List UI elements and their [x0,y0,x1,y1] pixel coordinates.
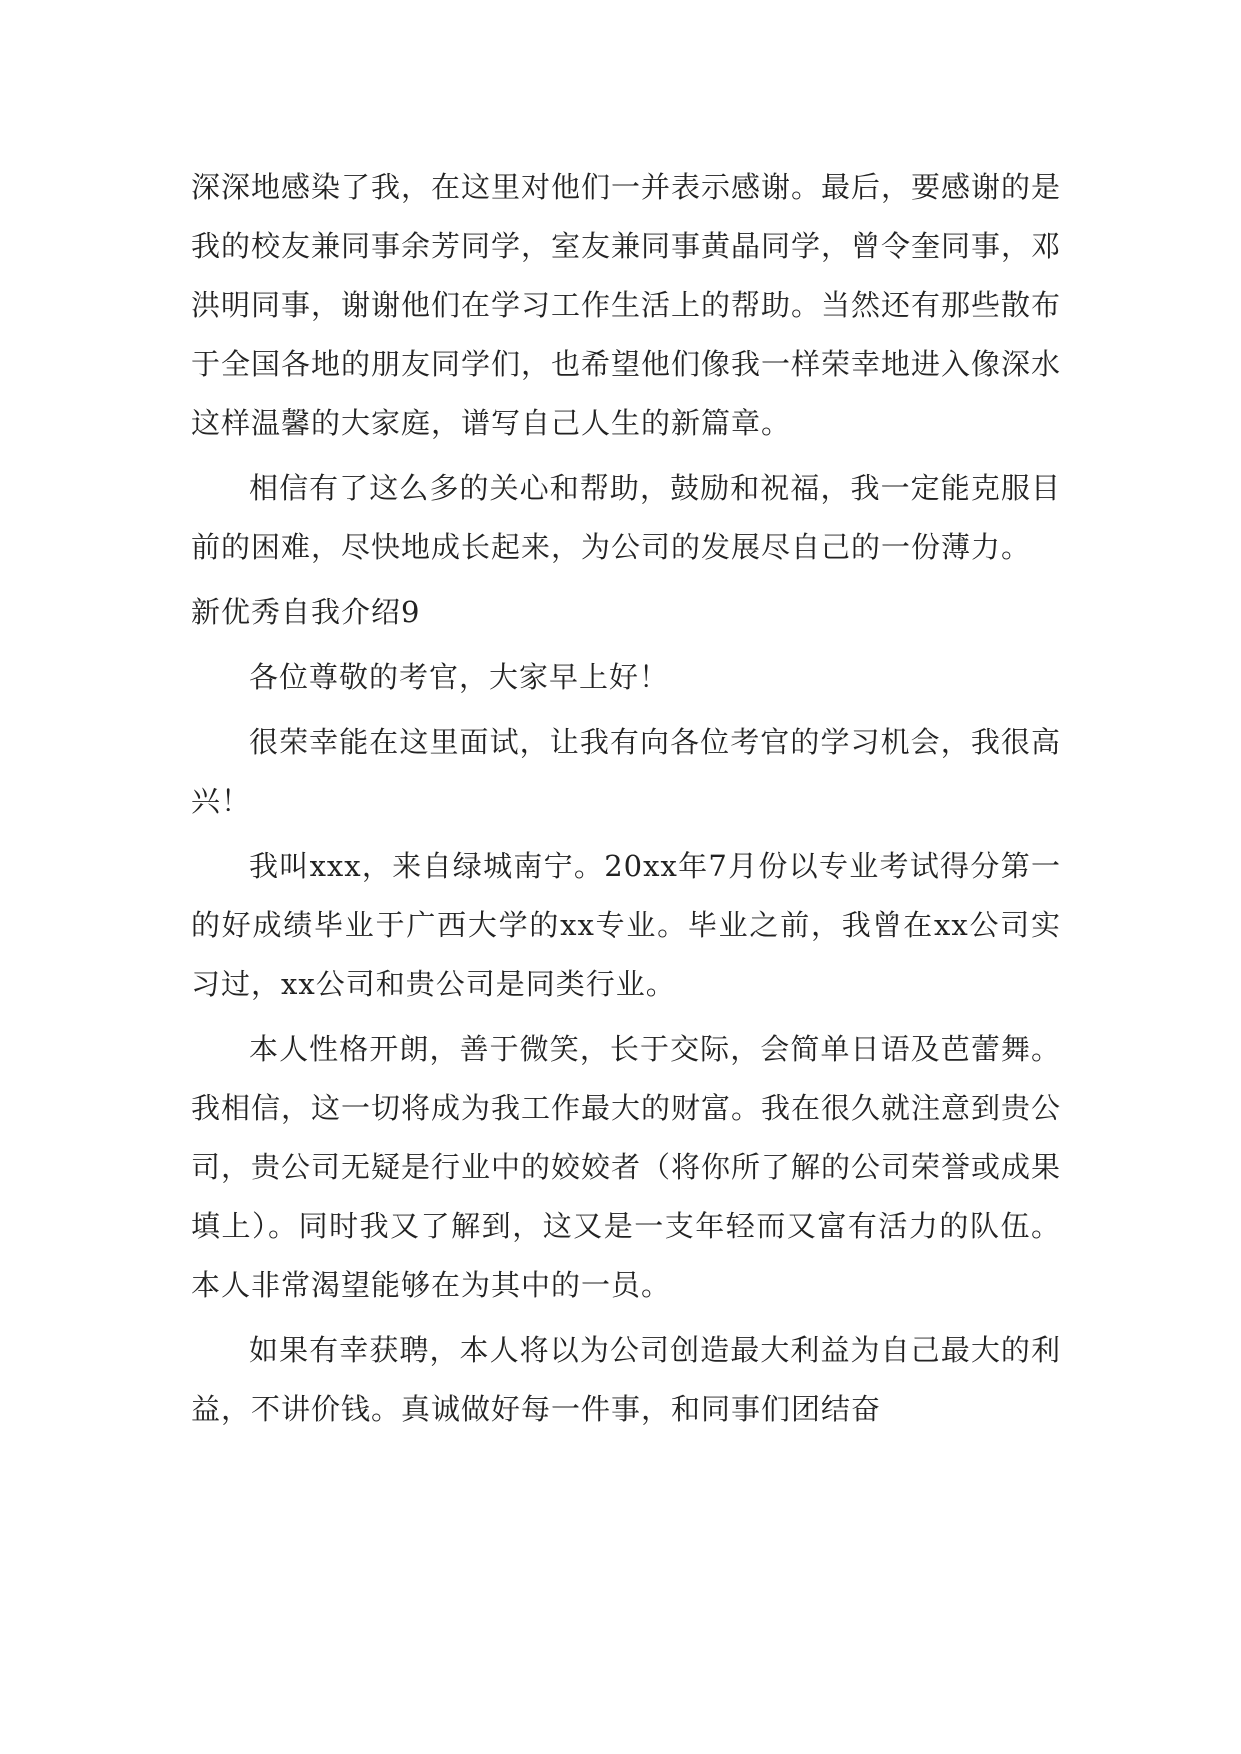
paragraph-greeting: 各位尊敬的考官，大家早上好！ [249,660,670,694]
paragraph-thanks: 深深地感染了我，在这里对他们一并表示感谢。最后，要感谢的是我的校友兼同事余芳同学，室友兼同事黄晶同学，曾令奎同事，邓洪明同事，谢谢他们在学习工作生活上的帮助。当然还有那些散布于全国各地的朋友同学们，也希望他们像我一样荣幸地进入像深水这样温馨的大家庭，谱写自己人生的新篇章。 [191,170,1062,440]
paragraph-personality: 本人性格开朗，善于微笑，长于交际，会简单日语及芭蕾舞。我相信，这一切将成为我工作最大的财富。我在很久就注意到贵公司，贵公司无疑是行业中的姣姣者（将你所了解的公司荣誉或成果填上）。同时我又了解到，这又是一支年轻而又富有活力的队伍。本人非常渴望能够在为其中的一员。 [191,1032,1062,1302]
paragraph-gratitude: 相信有了这么多的关心和帮助，鼓励和祝福，我一定能克服目前的困难，尽快地成长起来，为公司的发展尽自己的一份薄力。 [191,471,1061,564]
section-heading: 新优秀自我介绍9 [191,595,421,629]
paragraph-honored: 很荣幸能在这里面试，让我有向各位考官的学习机会，我很高兴！ [191,725,1061,818]
paragraph-commitment: 如果有幸获聘，本人将以为公司创造最大利益为自己最大的利益，不讲价钱。真诚做好每一件事，和同事们团结奋 [191,1333,1061,1426]
paragraph-introduction: 我叫xxx，来自绿城南宁。20xx年7月份以专业考试得分第一的好成绩毕业于广西大学的xx专业。毕业之前，我曾在xx公司实习过，xx公司和贵公司是同类行业。 [191,849,1061,1001]
document-body [191,158,1061,1445]
